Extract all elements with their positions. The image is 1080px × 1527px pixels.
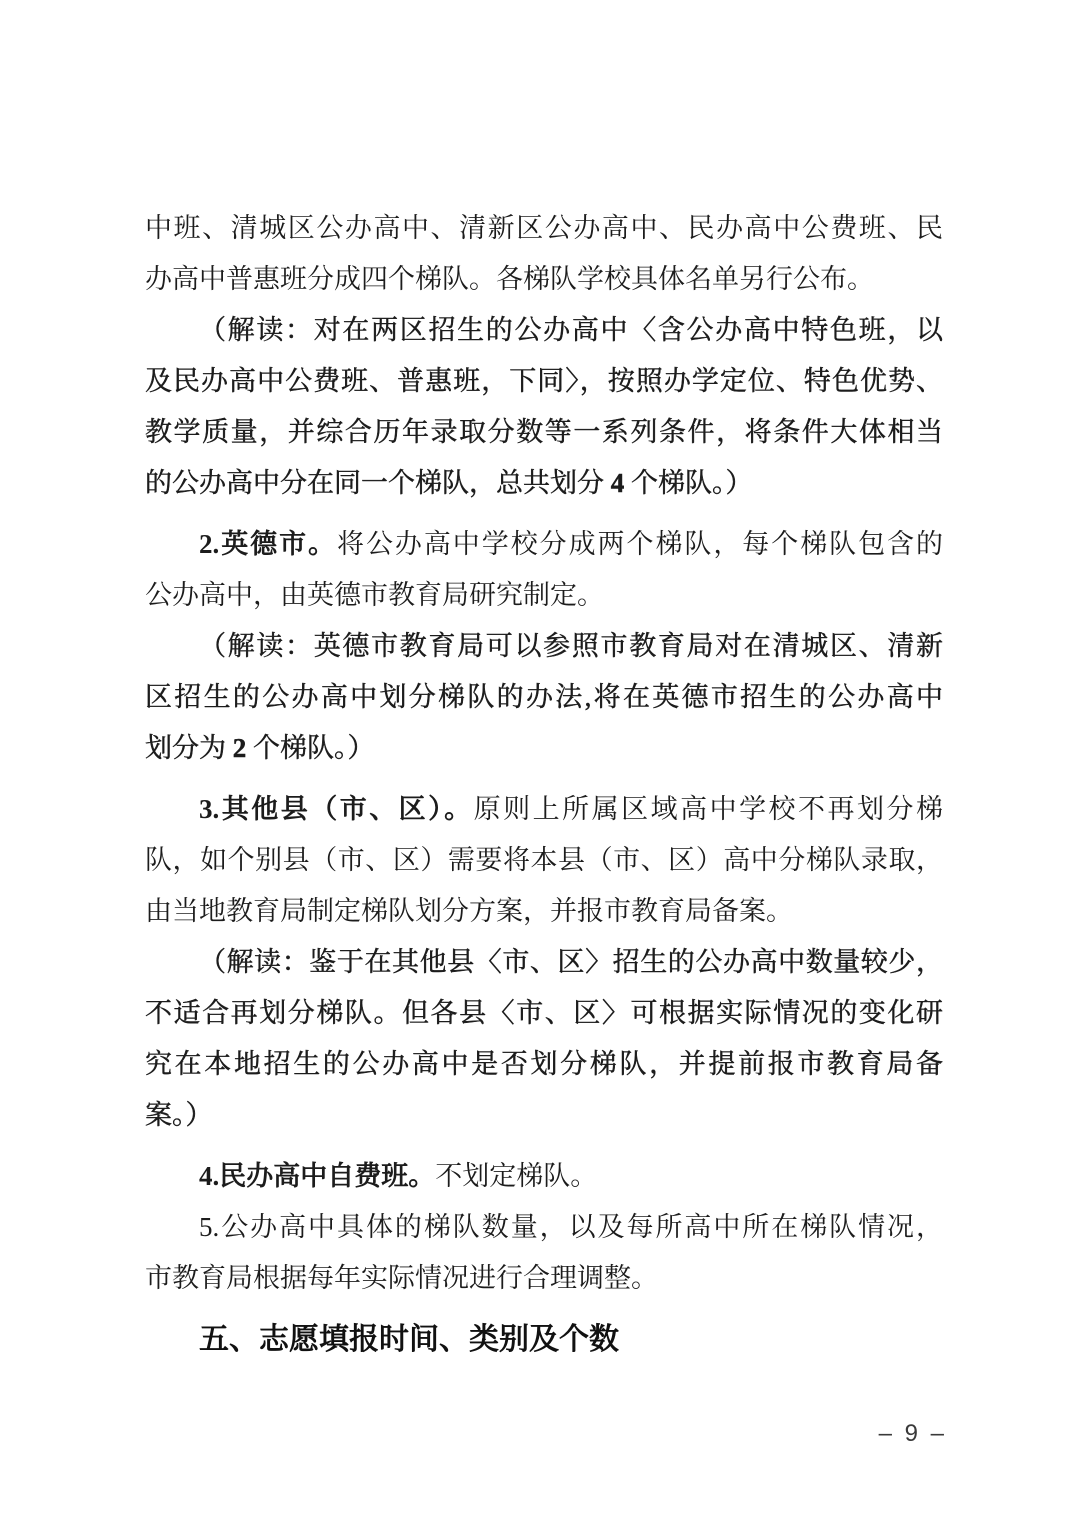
text-run: 队，如个别县（市、区）需要将本县（市、区）高中分梯队录取， (145, 845, 943, 875)
text-line (145, 784, 943, 835)
text-run: 将公办高中学校分成两个梯队，每个梯队包含的 (337, 529, 943, 559)
text-run: 教学质量，并综合历年录取分数等一系列条件，将条件大体相当 (145, 417, 943, 447)
text-run: 5.公办高中具体的梯队数量，以及每所高中所在梯队情况， (199, 1212, 943, 1242)
bold-text-run: 3.其他县（市、区）。 (199, 794, 474, 824)
text-line (145, 203, 943, 254)
bold-text-run: 4.民办高中自费班。 (199, 1161, 436, 1191)
text-line (145, 886, 943, 937)
text-line (145, 356, 943, 407)
text-line (145, 621, 943, 672)
text-run: 原则上所属区域高中学校不再划分梯 (473, 794, 944, 824)
text-run: （解读：对在两区招生的公办高中〈含公办高中特色班，以 (199, 315, 943, 345)
text-line (145, 570, 943, 621)
text-line (145, 458, 943, 509)
text-run: （解读：英德市教育局可以参照市教育局对在清城区、清新 (199, 631, 943, 661)
bold-text-run: 五、志愿填报时间、类别及个数 (199, 1323, 619, 1356)
text-run: 中班、清城区公办高中、清新区公办高中、民办高中公费班、民 (145, 213, 943, 243)
text-run: 市教育局根据每年实际情况进行合理调整。 (145, 1263, 658, 1293)
text-run: 办高中普惠班分成四个梯队。各梯队学校具体名单另行公布。 (145, 264, 874, 294)
text-run: （解读：鉴于在其他县〈市、区〉招生的公办高中数量较少， (199, 947, 943, 977)
text-line (145, 988, 943, 1039)
text-line (145, 407, 943, 458)
text-line (145, 1039, 943, 1090)
text-line (145, 305, 943, 356)
text-run: 的公办高中分在同一个梯队，总共划分 (145, 468, 611, 498)
text-line (145, 835, 943, 886)
page-number: – 9 – (878, 1420, 947, 1447)
text-run: 个梯队。） (246, 733, 375, 763)
text-run: 不适合再划分梯队。但各县〈市、区〉可根据实际情况的变化研 (145, 998, 943, 1028)
text-line (145, 937, 943, 988)
text-run: 划分为 (145, 733, 233, 763)
text-line (145, 519, 943, 570)
text-run: 究在本地招生的公办高中是否划分梯队，并提前报市教育局备 (145, 1049, 943, 1079)
text-line (145, 1202, 943, 1253)
text-run: 公办高中，由英德市教育局研究制定。 (145, 580, 604, 610)
text-line (145, 1314, 943, 1365)
text-line (145, 723, 943, 774)
text-run: 由当地教育局制定梯队划分方案，并报市教育局备案。 (145, 896, 793, 926)
text-run: 个梯队。） (624, 468, 753, 498)
text-line (145, 1253, 943, 1304)
text-line (145, 1151, 943, 1202)
text-line (145, 254, 943, 305)
text-line (145, 1090, 943, 1141)
bold-text-run: 2.英德市。 (199, 529, 337, 559)
text-run: 案。） (145, 1100, 213, 1130)
text-run: 及民办高中公费班、普惠班，下同〉，按照办学定位、特色优势、 (145, 366, 943, 396)
document-lines (145, 203, 943, 1365)
text-line (145, 672, 943, 723)
text-run: 不划定梯队。 (435, 1161, 598, 1191)
bold-text-run: 4 (610, 468, 625, 498)
text-run: 区招生的公办高中划分梯队的办法,将在英德市招生的公办高中 (145, 682, 943, 712)
bold-text-run: 2 (232, 733, 247, 763)
